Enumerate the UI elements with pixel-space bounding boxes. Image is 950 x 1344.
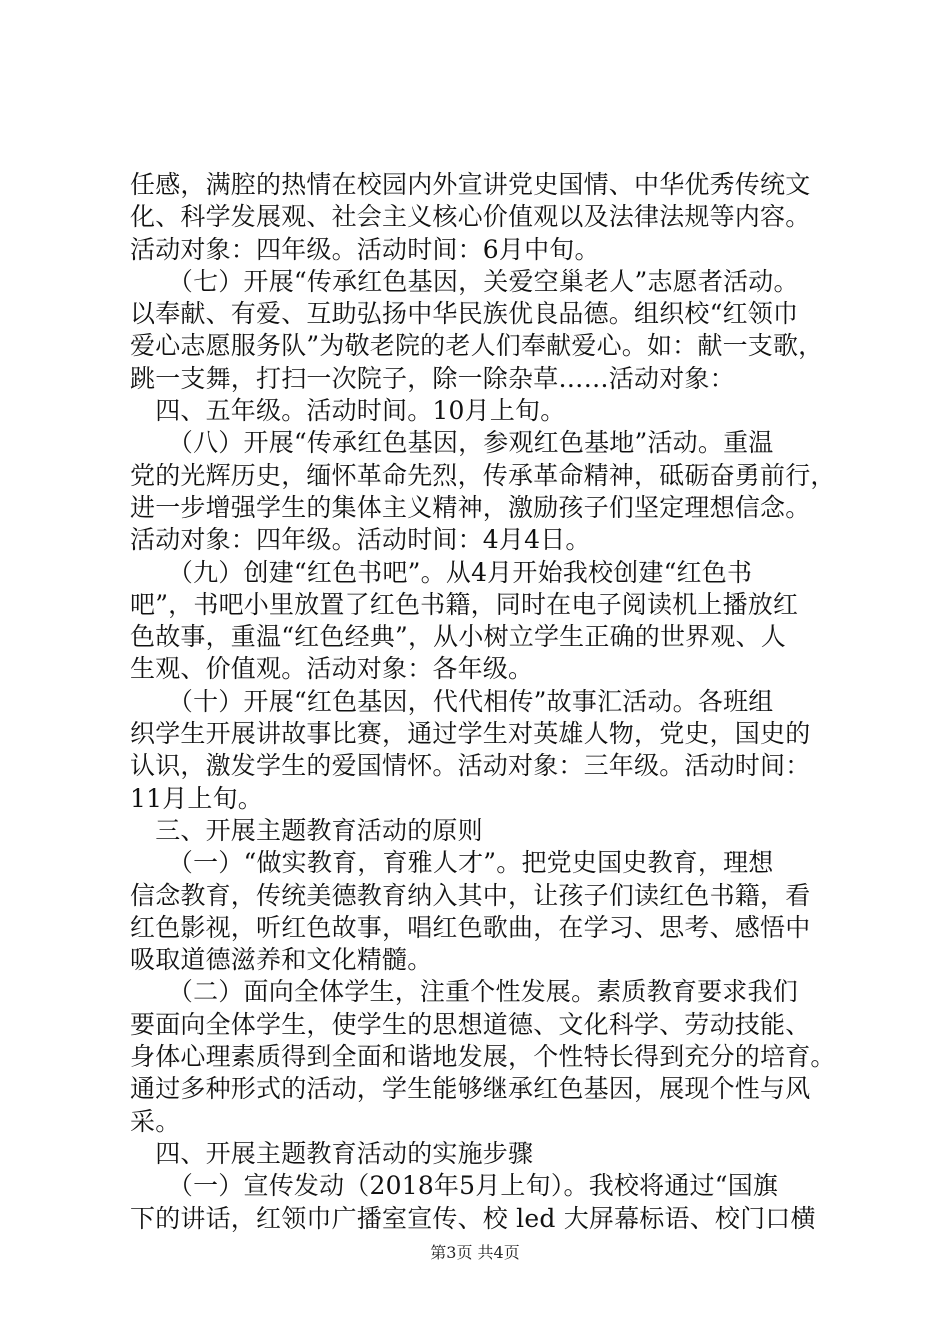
text-line: 跳一支舞，打扫一次院子，除一除杂草……活动对象： [130, 363, 735, 393]
text-line: （一）宣传发动（2018年5月上旬）。我校将通过“国旗 [130, 1171, 779, 1201]
text-line: 通过多种形式的活动，学生能够继承红色基因，展现个性与风 [130, 1074, 811, 1104]
text-line: 下的讲话，红领巾广播室宣传、校 led 大屏幕标语、校门口横 [130, 1203, 816, 1233]
text-line: 化、科学发展观、社会主义核心价值观以及法律法规等内容。 [130, 202, 811, 232]
text-line: 11月上旬。 [130, 783, 264, 813]
text-line: 色故事，重温“红色经典”，从小树立学生正确的世界观、人 [130, 622, 786, 652]
page-footer: 第3页 共4页 [430, 1243, 520, 1262]
text-line: 吧”，书吧小里放置了红色书籍，同时在电子阅读机上播放红 [130, 589, 799, 619]
text-line: 活动对象：四年级。活动时间：6月中旬。 [130, 234, 600, 264]
text-line: 四、五年级。活动时间。10月上旬。 [130, 396, 566, 426]
text-line: 进一步增强学生的集体主义精神，激励孩子们坚定理想信念。 [130, 492, 811, 522]
section-heading: 三、开展主题教育活动的原则 [130, 815, 483, 845]
text-line: 要面向全体学生，使学生的思想道德、文化科学、劳动技能、 [130, 1009, 811, 1039]
text-line: 信念教育，传统美德教育纳入其中，让孩子们读红色书籍，看 [130, 880, 811, 910]
text-line: 党的光辉历史，缅怀革命先烈，传承革命精神，砥砺奋勇前行， [130, 460, 836, 490]
text-line: 吸取道德滋养和文化精髓。 [130, 945, 433, 975]
text-line: 采。 [130, 1106, 181, 1136]
text-line: 认识，激发学生的爱国情怀。活动对象：三年级。活动时间： [130, 751, 811, 781]
text-line: 爱心志愿服务队”为敬老院的老人们奉献爱心。如：献一支歌， [130, 331, 824, 361]
text-line: （七）开展“传承红色基因，关爱空巢老人”志愿者活动。 [130, 266, 799, 296]
text-line: 以奉献、有爱、互助弘扬中华民族优良品德。组织校“红领巾 [130, 299, 799, 329]
text-line: （九）创建“红色书吧”。从4月开始我校创建“红色书 [130, 557, 753, 587]
section-heading: 四、开展主题教育活动的实施步骤 [130, 1138, 534, 1168]
text-line: 红色影视，听红色故事，唱红色歌曲，在学习、思考、感悟中 [130, 912, 811, 942]
text-line: （一）“做实教育，育雅人才”。把党史国史教育，理想 [130, 848, 774, 878]
text-line: 生观、价值观。活动对象：各年级。 [130, 654, 534, 684]
text-line: （十）开展“红色基因，代代相传”故事汇活动。各班组 [130, 686, 774, 716]
text-line: 身体心理素质得到全面和谐地发展，个性特长得到充分的培育。 [130, 1042, 836, 1072]
text-line: 任感，满腔的热情在校园内外宣讲党史国情、中华优秀传统文 [130, 170, 811, 199]
text-line: （二）面向全体学生，注重个性发展。素质教育要求我们 [130, 977, 798, 1007]
text-line: 织学生开展讲故事比赛，通过学生对英雄人物，党史，国史的 [130, 719, 811, 749]
text-line: 活动对象：四年级。活动时间：4月4日。 [130, 525, 591, 555]
text-line: （八）开展“传承红色基因，参观红色基地”活动。重温 [130, 428, 774, 458]
document-body [130, 169, 846, 1235]
